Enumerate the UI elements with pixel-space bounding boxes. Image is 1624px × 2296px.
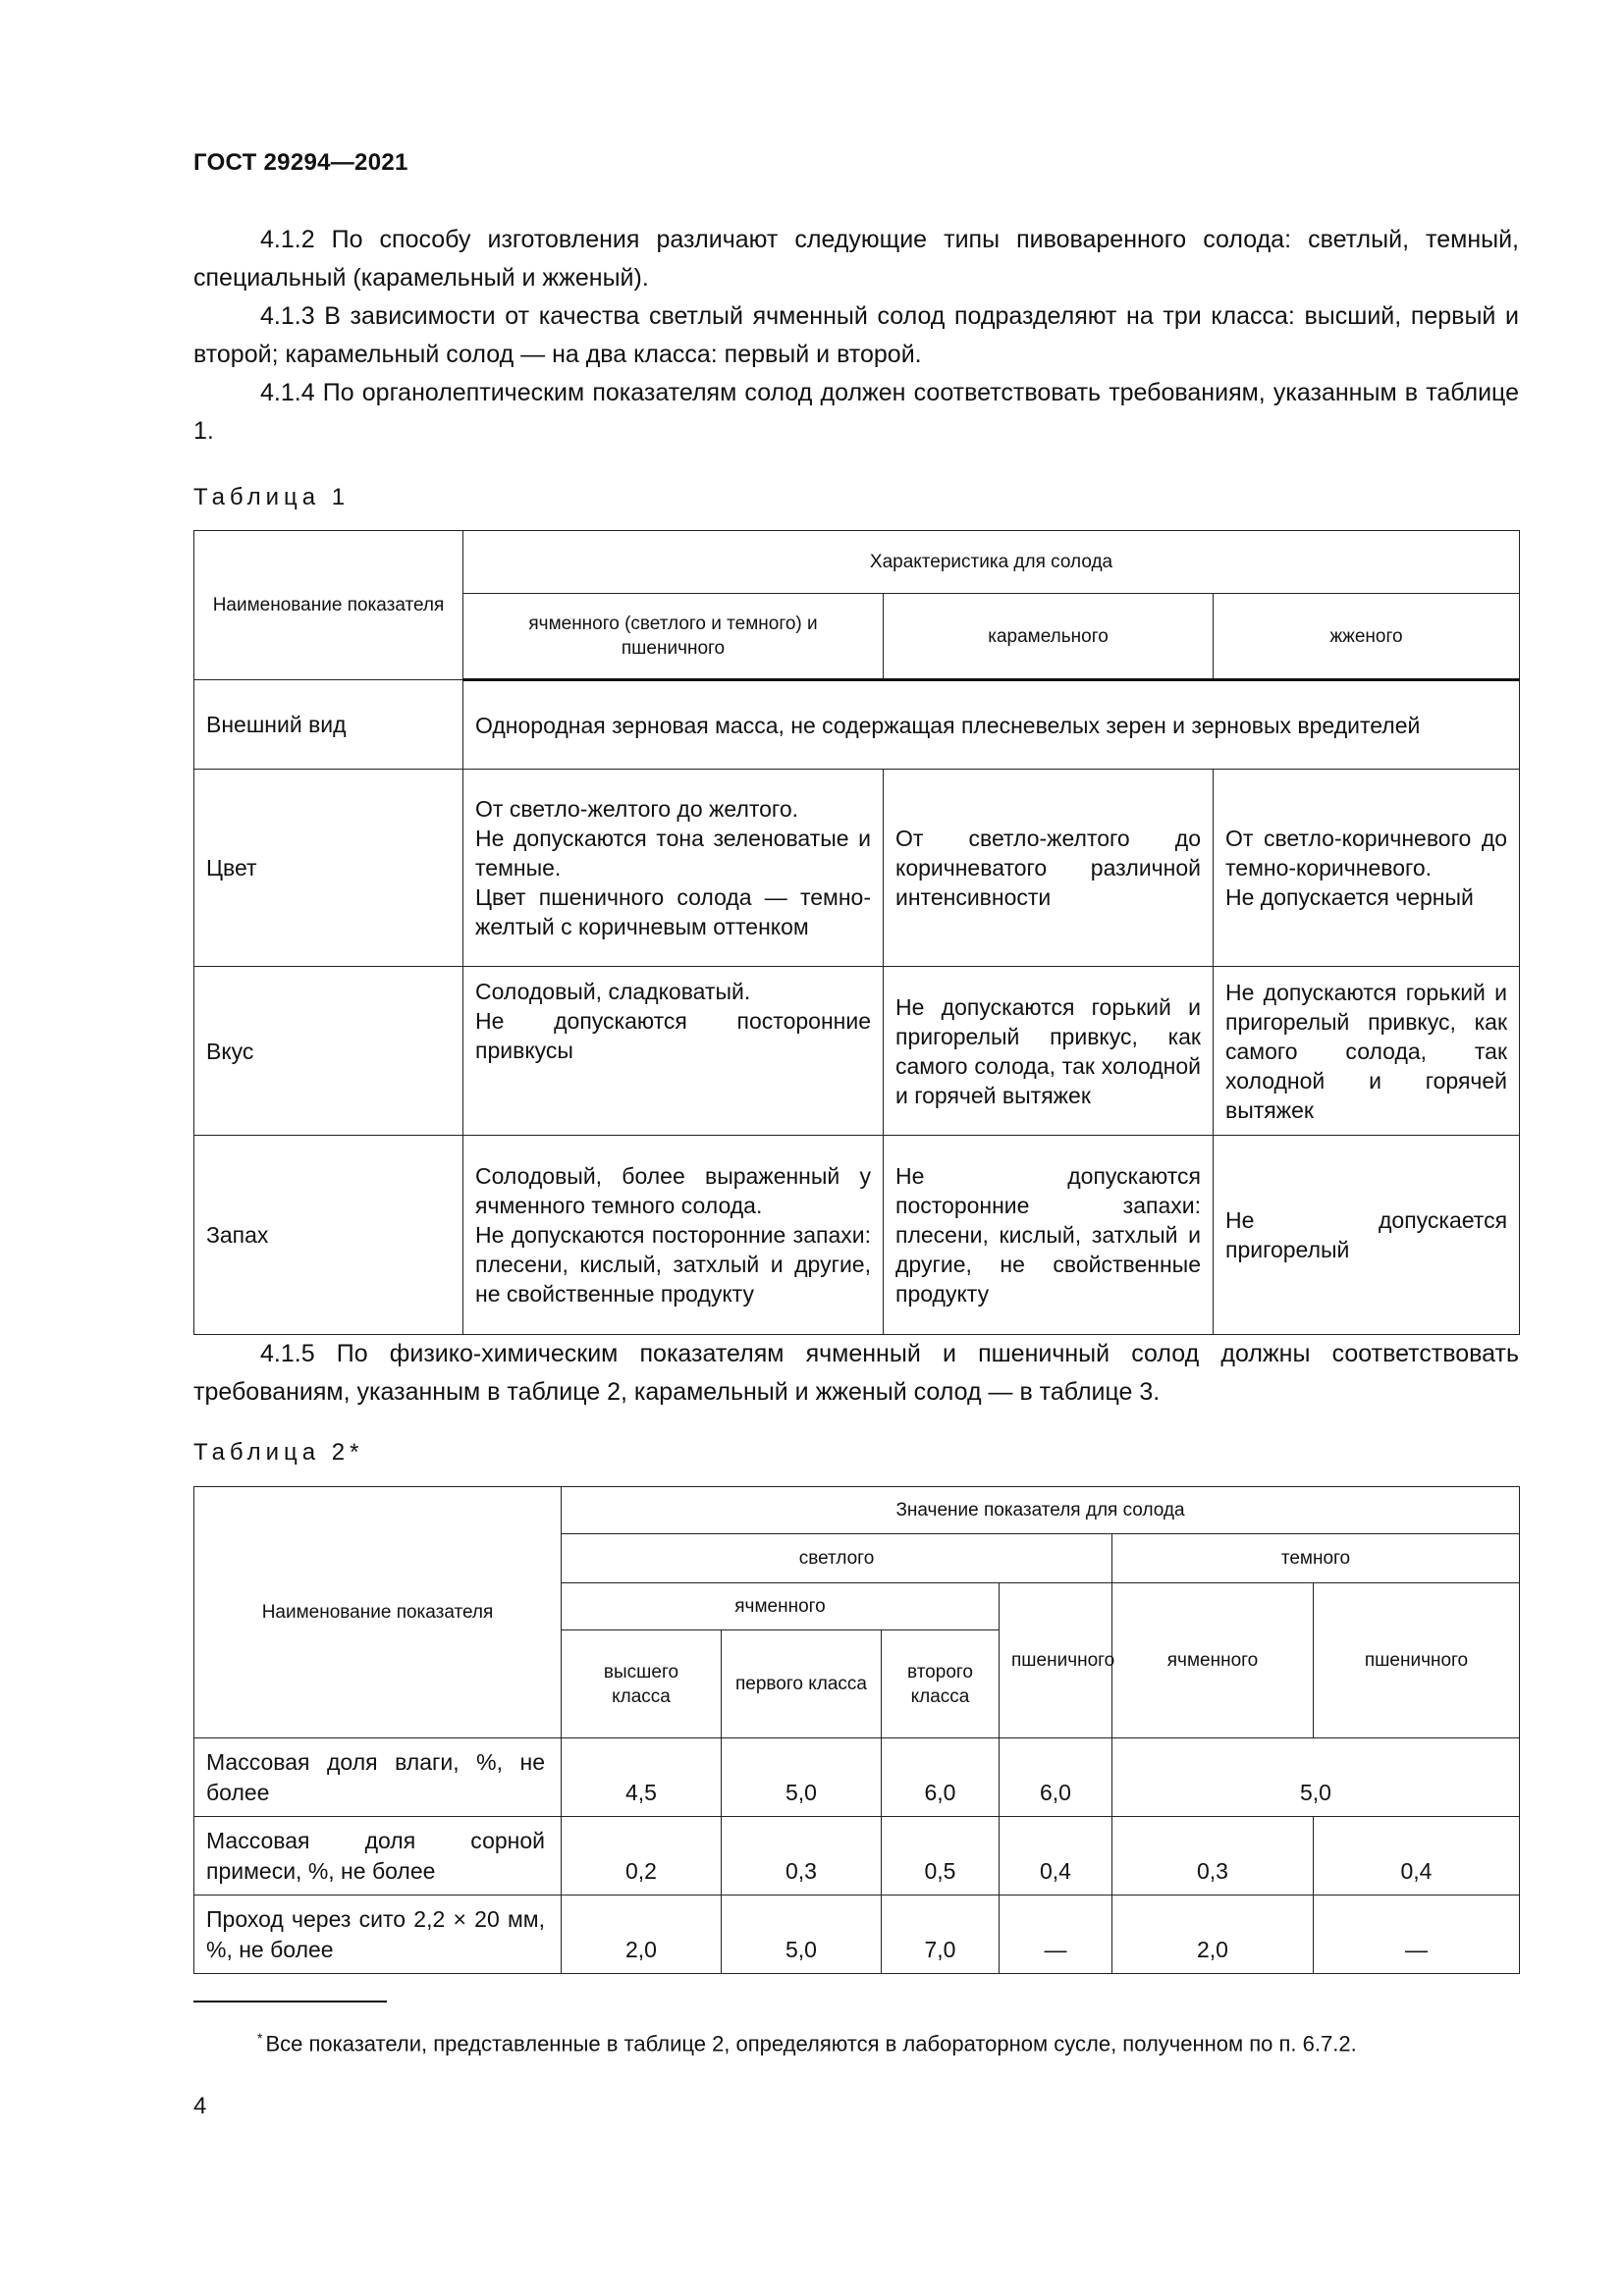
cell-value: 4,5 xyxy=(562,1738,722,1817)
cell-line: Не допускаются посторонние запахи: плесени, кислый, затхлый и другие, не свойственные продукту xyxy=(895,1163,1201,1307)
footnote-separator xyxy=(193,2001,387,2002)
table-row xyxy=(194,1136,1520,1335)
cell-value: 0,3 xyxy=(1112,1817,1314,1896)
cell-line: От светло-коричневого до темно-коричневого. xyxy=(1225,826,1508,881)
standard-designation: ГОСТ 29294—2021 xyxy=(193,149,408,176)
cell-line: Солодовый, сладковатый. xyxy=(475,979,751,1004)
cell-barley xyxy=(463,967,884,1136)
row-name: Внешний вид xyxy=(194,680,463,770)
cell-value: 0,4 xyxy=(1314,1817,1520,1896)
cell-barley xyxy=(463,1136,884,1335)
cell-line: Солодовый, более выраженный у ячменного темного солода. xyxy=(475,1163,871,1218)
table-row xyxy=(194,1896,1520,1974)
cell-value: — xyxy=(1314,1896,1520,1974)
cell-value: 5,0 xyxy=(722,1896,882,1974)
cell-line: От светло-желтого до коричневатого различной интенсивности xyxy=(895,826,1201,910)
table-row xyxy=(194,680,1520,770)
table2-col-name: Наименование показателя xyxy=(194,1487,562,1738)
cell-value: 0,5 xyxy=(882,1817,1000,1896)
table-row xyxy=(194,770,1520,967)
table1-group-header: Характеристика для солода xyxy=(463,531,1520,594)
cell-line: Не допускаются горький и пригорелый привкус, как самого солода, так холодной и горячей вытяжек xyxy=(1225,979,1508,1123)
table-row xyxy=(194,967,1520,1136)
row-name: Цвет xyxy=(194,770,463,967)
cell-roasted xyxy=(1214,770,1520,967)
table2-col-class-second: второго класса xyxy=(882,1630,1000,1738)
paragraph-4-1-2: 4.1.2 По способу изготовления различают следующие типы пивоваренного солода: светлый, темный, специальный (карамельный и жженый). xyxy=(193,226,1519,292)
table2-col-light-barley: ячменного xyxy=(562,1583,1000,1630)
cell-value: 7,0 xyxy=(882,1896,1000,1974)
table2-header-row xyxy=(194,1487,1520,1534)
cell-caramel xyxy=(884,770,1214,967)
table2-caption: Таблица 2* xyxy=(193,1439,364,1466)
table1-header-row xyxy=(194,531,1520,594)
table2-col-dark-barley: ячменного xyxy=(1112,1583,1314,1738)
cell-value-merged: 5,0 xyxy=(1112,1738,1520,1817)
table2-col-dark-wheat: пшеничного xyxy=(1314,1583,1520,1738)
cell-line: Не допускаются посторонние запахи: плесени, кислый, затхлый и другие, не свойственные продукту xyxy=(475,1222,871,1307)
page-number: 4 xyxy=(193,2093,207,2119)
cell-line: Не допускается пригорелый xyxy=(1225,1207,1508,1262)
cell-value: 2,0 xyxy=(1112,1896,1314,1974)
cell-line: Цвет пшеничного солода — темно-желтый с коричневым оттенком xyxy=(475,884,871,939)
merged-cell: Однородная зерновая масса, не содержащая плесневелых зерен и зерновых вредителей xyxy=(463,680,1520,770)
cell-value: 6,0 xyxy=(1000,1738,1112,1817)
table1-organoleptic xyxy=(193,530,1520,1335)
table1-caption: Таблица 1 xyxy=(193,484,351,510)
table2-col-light: светлого xyxy=(562,1534,1112,1583)
table-row xyxy=(194,1738,1520,1817)
table2-col-light-wheat: пшеничного xyxy=(1000,1583,1112,1738)
cell-line: Не допускается черный xyxy=(1225,884,1474,910)
row-name: Массовая доля влаги, %, не более xyxy=(194,1738,562,1817)
paragraph-4-1-5: 4.1.5 По физико-химическим показателям ячменный и пшеничный солод должны соответствовать требованиям, указанным в таблице 2, карамельный и жженый солод — в таблице 3. xyxy=(193,1340,1519,1406)
row-name: Вкус xyxy=(194,967,463,1136)
cell-line: Не допускаются горький и пригорелый привкус, как самого солода, так холодной и горячей вытяжек xyxy=(895,993,1201,1108)
row-name: Массовая доля сорной примеси, %, не более xyxy=(194,1817,562,1896)
cell-roasted xyxy=(1214,1136,1520,1335)
table2-col-class-first: первого класса xyxy=(722,1630,882,1738)
table2-group-header: Значение показателя для солода xyxy=(562,1487,1520,1534)
table1-col-caramel: карамельного xyxy=(884,594,1214,680)
cell-value: 0,4 xyxy=(1000,1817,1112,1896)
row-name: Запах xyxy=(194,1136,463,1335)
table1-col-barley: ячменного (светлого и темного) и пшеничного xyxy=(463,594,884,680)
cell-caramel xyxy=(884,967,1214,1136)
cell-value: 5,0 xyxy=(722,1738,882,1817)
cell-barley xyxy=(463,770,884,967)
table1-col-roasted: жженого xyxy=(1214,594,1520,680)
footnote-mark: * xyxy=(257,2030,263,2046)
table1-col-name: Наименование показателя xyxy=(194,531,463,680)
cell-roasted xyxy=(1214,967,1520,1136)
cell-value: — xyxy=(1000,1896,1112,1974)
table-row xyxy=(194,1817,1520,1896)
cell-line: От светло-желтого до желтого. xyxy=(475,796,798,822)
cell-caramel xyxy=(884,1136,1214,1335)
footnote xyxy=(257,2030,1357,2056)
table2-physicochemical xyxy=(193,1486,1520,1974)
paragraph-4-1-4: 4.1.4 По органолептическим показателям солод должен соответствовать требованиям, указанным в таблице 1. xyxy=(193,379,1519,445)
row-name: Проход через сито 2,2 × 20 мм, %, не более xyxy=(194,1896,562,1974)
cell-value: 0,3 xyxy=(722,1817,882,1896)
table2-col-class-highest: высшего класса xyxy=(562,1630,722,1738)
cell-value: 2,0 xyxy=(562,1896,722,1974)
table2-col-dark: темного xyxy=(1112,1534,1520,1583)
paragraph-4-1-3: 4.1.3 В зависимости от качества светлый ячменный солод подразделяют на три класса: высший, первый и второй; карамельный солод — на два класса: первый и второй. xyxy=(193,302,1519,368)
cell-line: Не допускаются тона зеленоватые и темные. xyxy=(475,826,871,881)
cell-value: 0,2 xyxy=(562,1817,722,1896)
cell-value: 6,0 xyxy=(882,1738,1000,1817)
footnote-text: Все показатели, представленные в таблице 2, определяются в лабораторном сусле, полученном по п. 6.7.2. xyxy=(265,2031,1357,2056)
cell-line: Не допускаются посторонние привкусы xyxy=(475,1008,871,1063)
